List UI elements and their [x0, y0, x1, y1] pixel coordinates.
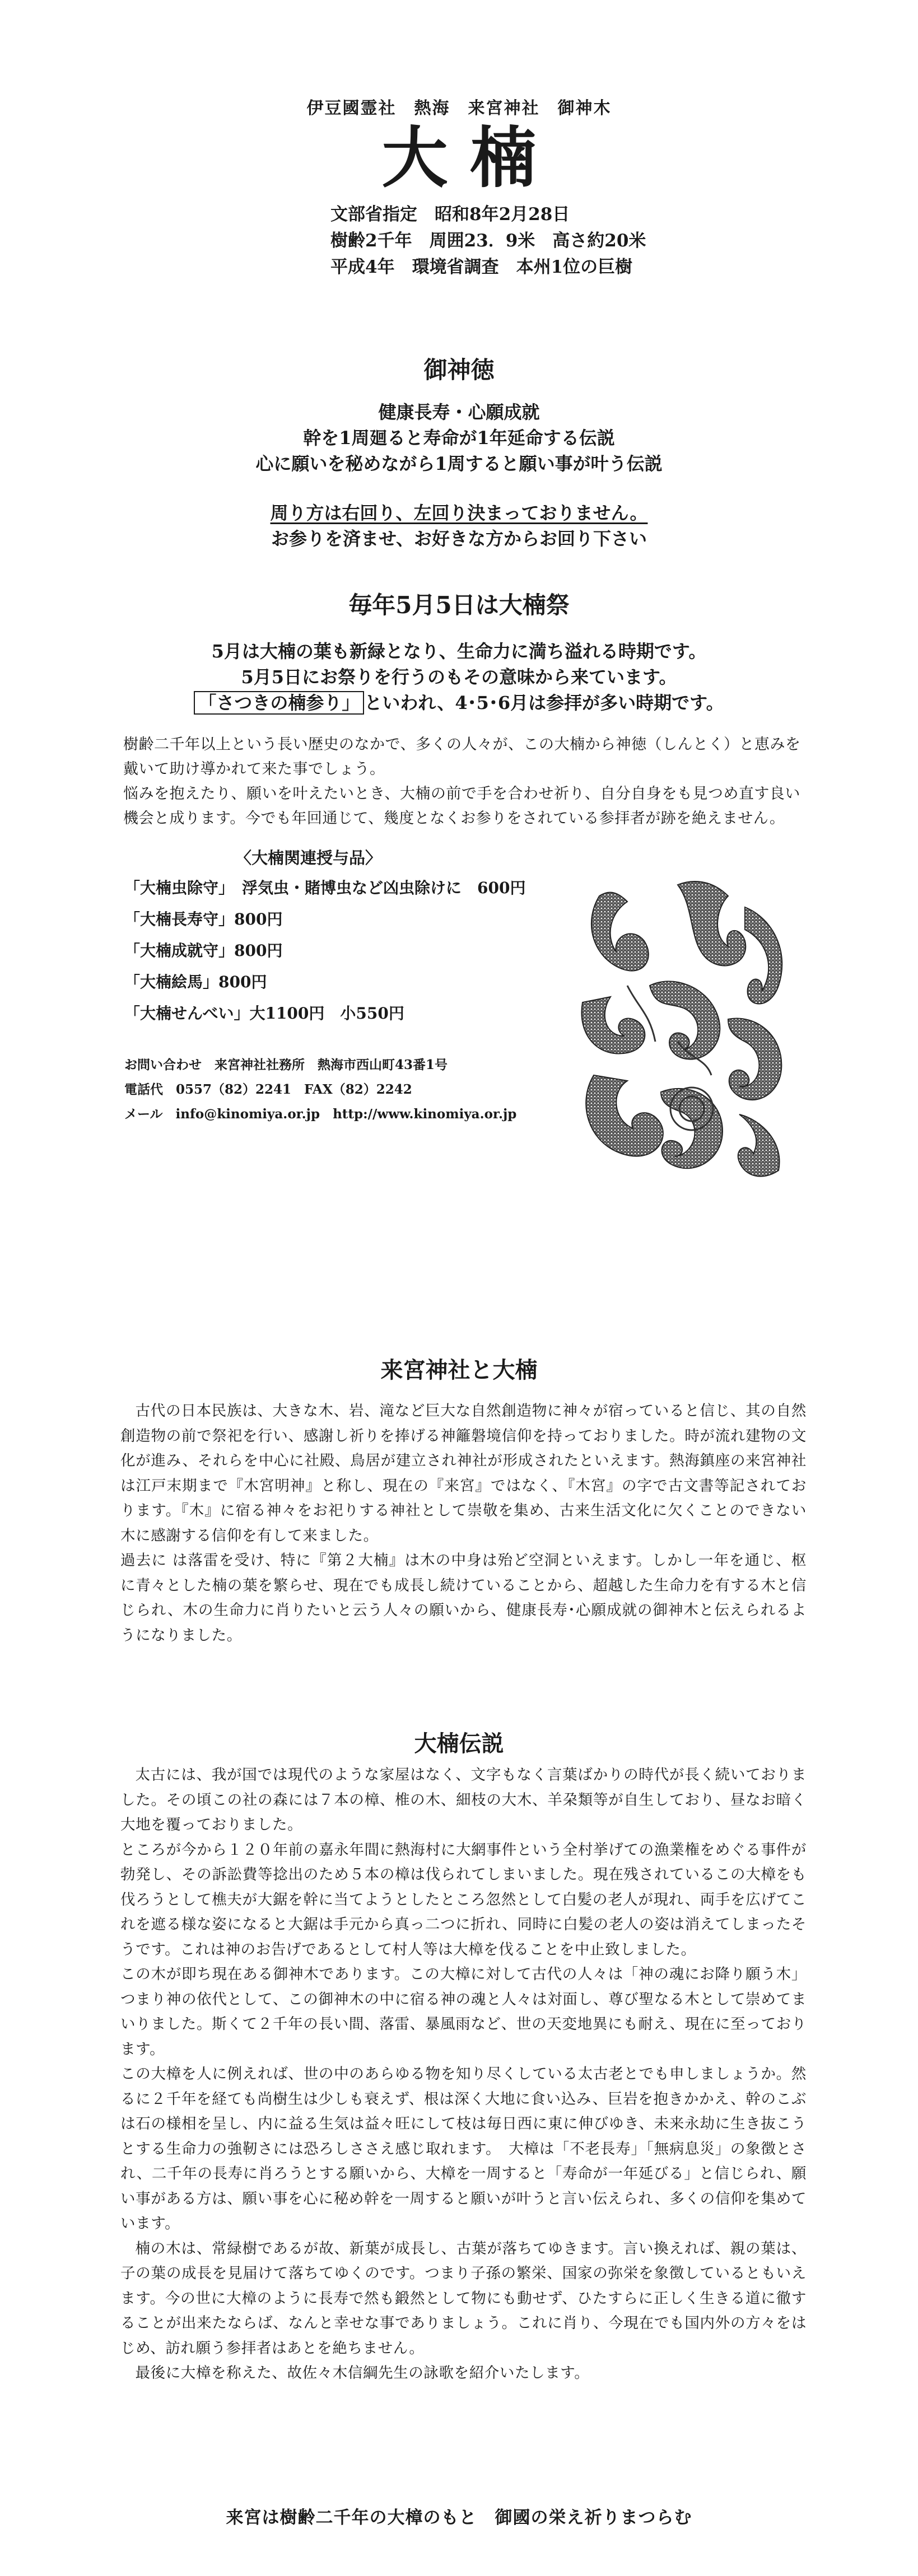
page-title: 大楠: [381, 119, 559, 197]
goods-item: 「大楠絵馬」800円: [124, 973, 267, 991]
circuit-instruction: お参りを済ませ、お好きな方からお回り下さい: [271, 528, 647, 549]
legend-paragraph: 楠の木は、常緑樹であるが故、新葉が成長し、古葉が落ちてゆきます。言い換えれば、親の葉は、子の葉の成長を見届けて落ちてゆくのです。つまり子孫の繁栄、国家の弥栄を象徴しているともいえます。今の世に大樟のように長寿で然も鍛然として物にも動せず、ひたすらに正しく生きる道に徹することが出来たならば、なんと幸せな事でありましょう。これに肖り、今現在でも国内外の方々をはじめ、訪れ願う参拝者はあとを絶ちません。: [120, 2239, 807, 2357]
benefit-line: 健康長寿・心願成就: [378, 402, 540, 423]
contact-info: [124, 1053, 572, 1127]
contact-web: メール info@kinomiya.or.jp http://www.kinomiya.or.jp: [124, 1107, 517, 1122]
contact-address: お問い合わせ 来宮神社社務所 熱海市西山町43番1号: [124, 1057, 448, 1072]
intro-text: [123, 732, 807, 831]
kinomiya-paragraph: 過去に は落雷を受け、特に『第２大楠』は木の中身は殆ど空洞といえます。しかし一年を通じ、枢に青々とした楠の葉を繁らせ、現在でも成長し続けていることから、超越した生命力を有する木と信じられ、木の生命力に肖りたいと云う人々の願いから、健康長寿･心願成就の御神木と伝えられるようになりました。: [120, 1552, 807, 1644]
legend-heading: 大楠伝説: [414, 1730, 504, 1757]
goods-list: [124, 872, 561, 1029]
spec-age-size: 樹齢2千年 周囲23．9米 高さ約20米: [330, 231, 646, 251]
legend-paragraph: ところが今から１２０年前の嘉永年間に熱海村に大網事件という全村挙げての漁業権をめぐる事件が勃発し、その訴訟費等捻出のため５本の樟は伐られてしまいました。現在残されているこの大樟をも伐ろうとして樵夫が大鋸を幹に当てようとしたところ忽然として白髪の老人が現れ、両手を広げてこれを遮る様な姿になると大鋸は手元から真っ二つに折れ、同時に白髪の老人の姿は消えてしまったそうです。これは神のお告げであるとして村人等は大樟を伐ることを中止致しました。: [120, 1841, 807, 1958]
festival-line-3: 「さつきの楠参り」 といわれ、4･5･6月は参拝が多い時期です。: [0, 690, 918, 716]
header: [0, 94, 918, 197]
sheet-gap: [0, 1232, 918, 1233]
circuit-note: [0, 500, 918, 552]
benefit-line: 心に願いを秘めながら1周すると願い事が叶う伝説: [255, 453, 663, 474]
goods-title: 〈大楠関連授与品〉: [235, 848, 382, 867]
festival-heading: 毎年5月5日は大楠祭: [348, 591, 570, 619]
benefit-line: 幹を1周廻ると寿命が1年延命する伝説: [303, 427, 615, 449]
tree-illustration: [560, 874, 807, 1187]
legend-paragraph: 太古には、我が国では現代のような家屋はなく、文字もなく言葉ばかりの時代が長く続いておりました。その頃この社の森には７本の樟、椎の木、細枝の大木、羊朶類等が自生しており、昼なお暗く大地を覆っておりました。: [120, 1766, 807, 1833]
goods-item: 「大楠虫除守」 浮気虫・賭博虫など凶虫除けに 600円: [124, 879, 526, 897]
spec-designation: 文部省指定 昭和8年2月28日: [330, 204, 570, 225]
kinomiya-body: [120, 1399, 807, 1648]
intro-paragraph: 悩みを抱えたり、願いを叶えたいとき、大楠の前で手を合わせ祈り、自分自身をも見つめ直す良い機会と成ります。今でも年回通じて、幾度となくお参りをされている参拝者が跡を絶えません。: [123, 785, 800, 827]
intro-paragraph: 樹齢二千年以上という長い歴史のなかで、多くの人々が、この大楠から神徳（しんとく）と恵みを戴いて助け導かれて来た事でしょう。: [123, 736, 801, 778]
satsuki-label: 「さつきの楠参り」: [194, 691, 364, 715]
goods-item: 「大楠成就守」800円: [124, 941, 283, 960]
shintoku-heading: 御神徳: [423, 356, 495, 384]
shrine-subtitle: 伊豆國霊社 熱海 来宮神社 御神木: [306, 99, 612, 118]
legend-paragraph: この木が即ち現在ある御神木であります。この大樟に対して古代の人々は「神の魂にお降り願う木」つまり神の依代として、この御神木の中に宿る神の魂と人々は対面し、尊び聖なる木として崇めてまいりました。斯くて２千年の長い間、落雷、暴風雨など、世の天変地異にも耐え、現在に至っております。: [120, 1966, 807, 2058]
legend-body: [120, 1763, 807, 2386]
kinomiya-paragraph: 古代の日本民族は、大きな木、岩、滝など巨大な自然創造物に神々が宿っていると信じ、其の自然創造物の前で祭祀を行い、感謝し祈りを捧げる神籬磐境信仰を持っておりました。時が流れ建物の文化が進み、それらを中心に社殿、鳥居が建立され神社が形成されたといえます。熱海鎮座の来宮神社は江戸末期まで『木宮明神』と称し、現在の『来宮』ではなく、『木宮』の字で古文書等記されております。『木』に宿る神々をお祀りする神社として崇敬を集め、古来生活文化に欠くことのできない木に感謝する信仰を有して来ました。: [120, 1402, 807, 1544]
kinomiya-heading: 来宮神社と大楠: [380, 1357, 538, 1383]
festival-line-2: 5月5日にお祭りを行うのもその意味から来ています。: [241, 666, 677, 688]
goods-item: 「大楠せんべい」大1100円 小550円: [124, 1004, 404, 1023]
legend-paragraph: 最後に大樟を称えた、故佐々木信綱先生の詠歌を紹介いたします。: [135, 2364, 590, 2382]
festival-description: [0, 638, 918, 716]
benefits: [0, 399, 918, 477]
contact-phone: 電話代 0557（82）2241 FAX（82）2242: [124, 1082, 412, 1097]
tree-specs: [330, 202, 644, 281]
closing-poem: 来宮は樹齢二千年の大樟のもと 御國の栄え祈りまつらむ: [226, 2508, 692, 2528]
circuit-direction-note: 周り方は右回り、左回り決まっておりません。: [270, 502, 648, 524]
legend-paragraph: この大樟を人に例えれば、世の中のあらゆる物を知り尽くしている太古老とでも申しましょうか。然るに２千年を経ても尚樹生は少しも衰えず、根は深く大地に食い込み、巨岩を抱きかかえ、幹のこぶは石の様相を呈し、内に益る生気は益々旺にして枝は毎日西に東に伸びゆき、未来永劫に生き抜こうとする生命力の強靭さには恐ろしささえ感じ取れます。 大樟は「不老長寿」「無病息災」の象徴とされ、二千年の長寿に肖ろうとする願いから、大樟を一周すると「寿命が一年延びる」と信じられ、願い事がある方は、願い事を心に秘め幹を一周すると願いが叶うと言い伝えられ、多くの信仰を集めています。: [120, 2065, 807, 2232]
spec-survey: 平成4年 環境省調査 本州1位の巨樹: [330, 257, 633, 277]
goods-item: 「大楠長寿守」800円: [124, 910, 283, 928]
festival-line-1: 5月は大楠の葉も新緑となり、生命力に満ち溢れる時期です。: [211, 641, 707, 662]
